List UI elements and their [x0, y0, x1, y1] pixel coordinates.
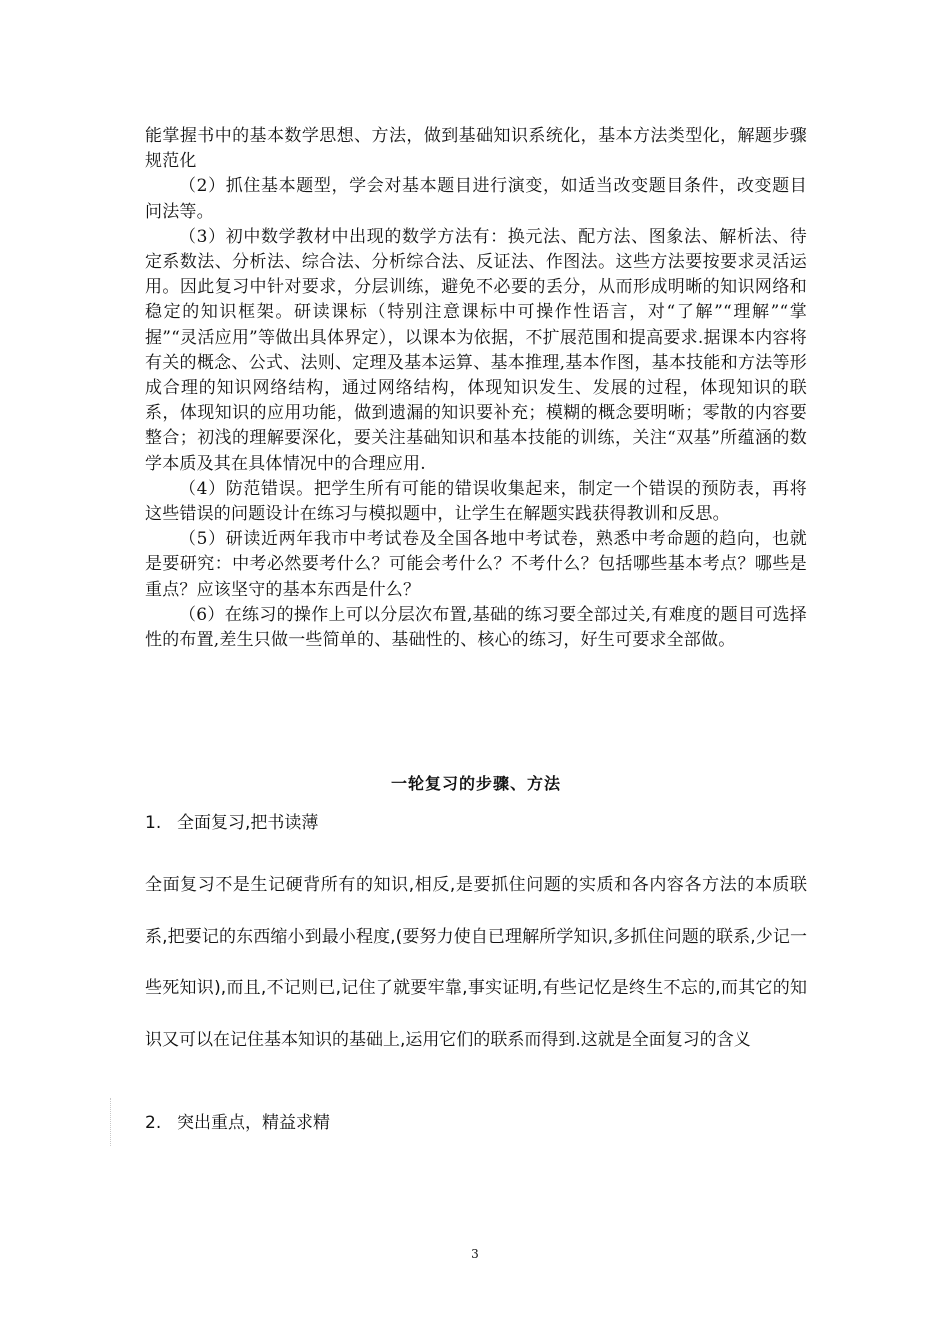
page-number: 3: [471, 1247, 479, 1261]
paragraph-item-4: （4）防范错误。把学生所有可能的错误收集起来，制定一个错误的预防表，再将这些错误的问题设计在练习与模拟题中，让学生在解题实践获得教训和反思。: [145, 478, 807, 525]
section-body: [145, 860, 807, 1066]
paragraph-item-5: （5）研读近两年我市中考试卷及全国各地中考试卷，熟悉中考命题的趋向，也就是要研究：中考必然要考什么？可能会考什么？不考什么？包括哪些基本考点？哪些是重点？应该坚守的基本东西是什么？: [145, 529, 807, 600]
list-item-2: [145, 1112, 330, 1134]
paragraph-item-3: （3）初中数学教材中出现的数学方法有：换元法、配方法、图象法、解析法、待定系数法、分析法、综合法、分析综合法、反证法、作图法。这些方法要按要求灵活运用。因此复习中针对要求，分层训练，避免不必要的丢分，从而形成明晰的知识网络和稳定的知识框架。研读课标（特别注意课标中可操作性语言，对“了解”“理解”“掌握”“灵活应用”等做出具体界定），以课本为依据，不扩展范围和提高要求.据课本内容将有关的概念、公式、法则、定理及基本运算、基本推理,基本作图，基本技能和方法等形成合理的知识网络结构，通过网络结构，体现知识发生、发展的过程，体现知识的联系，体现知识的应用功能，做到遗漏的知识要补充；模糊的概念要明晰；零散的内容要整合；初浅的理解要深化，要关注基础知识和基本技能的训练，关注“双基”所蕴涵的数学本质及其在具体情况中的合理应用.: [145, 226, 807, 474]
list-item-1: [145, 812, 318, 834]
list-item-2-number: 2.: [145, 1113, 162, 1133]
section-body-paragraph: 全面复习不是生记硬背所有的知识,相反,是要抓住问题的实质和各内容各方法的本质联系,把要记的东西缩小到最小程度,(要努力使自已理解所学知识,多抓住问题的联系,少记一些死知识),而且,不记则已,记住了就要牢靠,事实证明,有些记忆是终生不忘的,而其它的知识又可以在记住基本知识的基础上,运用它们的联系而得到.这就是全面复习的含义: [145, 875, 807, 1050]
section-heading: 一轮复习的步骤、方法: [390, 774, 561, 793]
list-item-2-title: 突出重点，精益求精: [177, 1113, 330, 1133]
body-text-section: [145, 124, 807, 653]
list-item-1-title: 全面复习,把书读薄: [177, 813, 319, 833]
margin-mark: [110, 1098, 111, 1146]
list-item-1-number: 1.: [145, 813, 162, 833]
paragraph-continuation: 能掌握书中的基本数学思想、方法，做到基础知识系统化，基本方法类型化，解题步骤规范化: [145, 126, 807, 172]
paragraph-item-6: （6）在练习的操作上可以分层次布置,基础的练习要全部过关,有难度的题目可选择性的布置,差生只做一些简单的、基础性的、核心的练习，好生可要求全部做。: [145, 604, 807, 651]
paragraph-item-2: （2）抓住基本题型，学会对基本题目进行演变，如适当改变题目条件，改变题目问法等。: [145, 176, 807, 222]
